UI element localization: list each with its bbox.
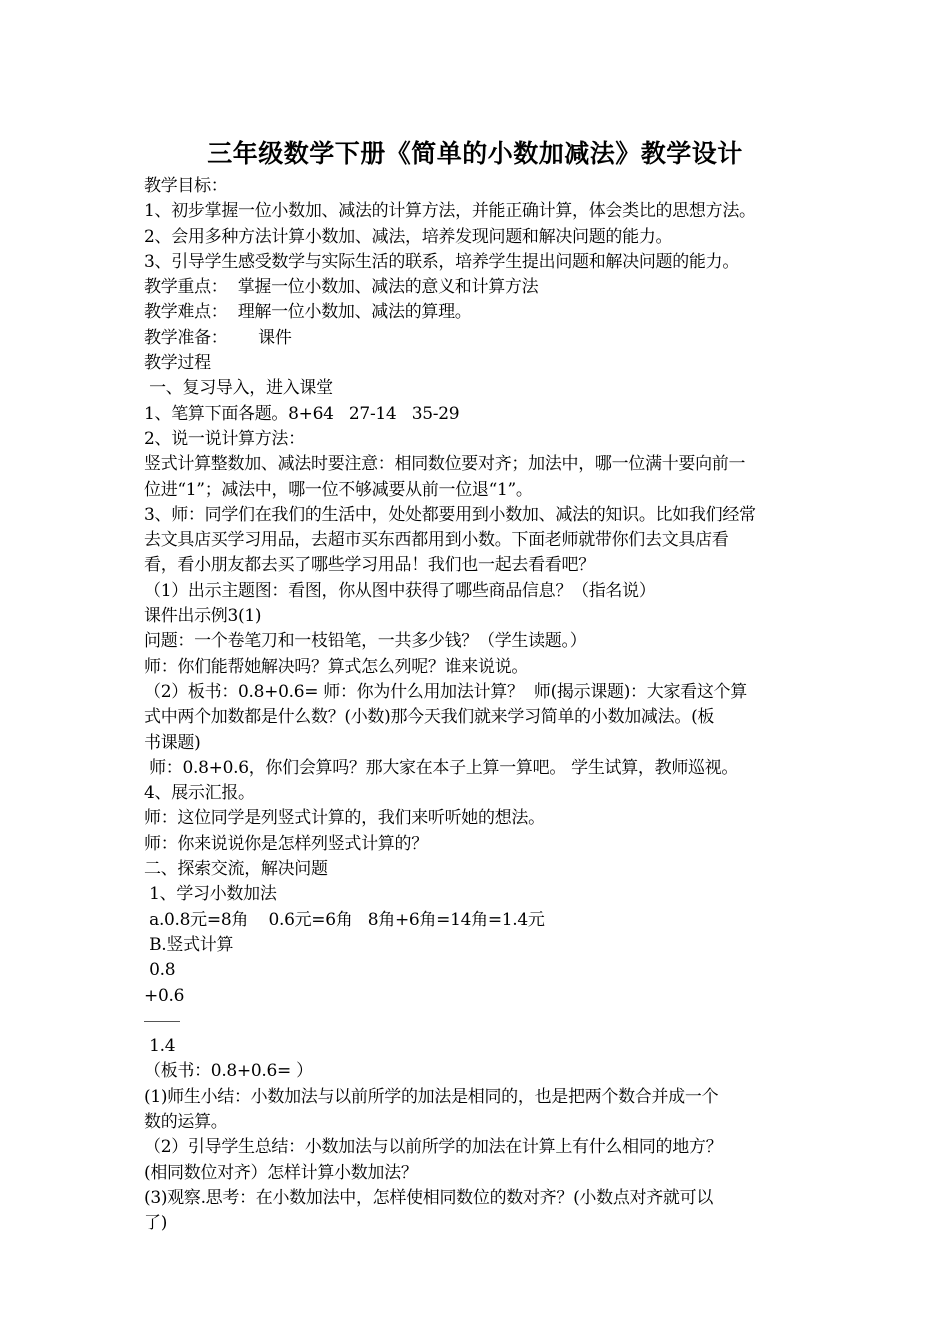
text-line: 二、探索交流，解决问题 xyxy=(144,859,328,880)
text-line: 问题：一个卷笔刀和一枝铅笔，一共多少钱？（学生读题。） xyxy=(144,631,587,652)
text-line: (3)观察.思考：在小数加法中，怎样使相同数位的数对齐？(小数点对齐就可以 xyxy=(144,1187,714,1208)
document-title: 三年级数学下册《简单的小数加减法》教学设计 xyxy=(207,139,743,168)
text-line: 3、引导学生感受数学与实际生活的联系，培养学生提出问题和解决问题的能力。 xyxy=(144,251,740,272)
text-line: a.0.8元=8角 0.6元=6角 8角+6角=14角=1.4元 xyxy=(144,909,545,930)
text-line: 式中两个加数都是什么数？(小数)那今天我们就来学习简单的小数加减法。(板 xyxy=(144,707,715,728)
text-line: B.竖式计算 xyxy=(144,934,234,955)
text-line: 看，看小朋友都去买了哪些学习用品！我们也一起去看看吧？ xyxy=(144,555,595,576)
text-line: 1、学习小数加法 xyxy=(144,884,277,905)
text-line: 1.4 xyxy=(144,1036,176,1057)
body-lines-before-rule xyxy=(144,174,812,1009)
text-line: 位进“1”；减法中，哪一位不够减要从前一位退“1”。 xyxy=(144,479,533,500)
text-line: 教学目标： xyxy=(144,176,228,196)
text-line: 教学难点： 理解一位小数加、减法的算理。 xyxy=(144,302,472,323)
text-line: 师：你来说说你是怎样列竖式计算的？ xyxy=(144,833,428,854)
text-line: 课件出示例3(1) xyxy=(144,606,262,627)
text-line: 师：这位同学是列竖式计算的，我们来听听她的想法。 xyxy=(144,808,545,829)
text-line: 4、展示汇报。 xyxy=(144,783,255,804)
text-line: 竖式计算整数加、减法时要注意：相同数位要对齐；加法中，哪一位满十要向前一 xyxy=(144,454,746,475)
text-line: （1）出示主题图：看图，你从图中获得了哪些商品信息？（指名说） xyxy=(144,580,656,601)
text-line: 数的运算。 xyxy=(144,1111,228,1132)
text-line: (相同数位对齐）怎样计算小数加法？ xyxy=(144,1162,418,1183)
addition-bar xyxy=(144,1021,180,1022)
text-line: 教学重点： 掌握一位小数加、减法的意义和计算方法 xyxy=(144,277,539,298)
text-line: 3、师：同学们在我们的生活中，处处都要用到小数加、减法的知识。比如我们经常 xyxy=(144,504,756,525)
text-line: 1、初步掌握一位小数加、减法的计算方法，并能正确计算，体会类比的思想方法。 xyxy=(144,201,756,222)
vertical-addition-rule xyxy=(144,1009,812,1034)
text-line: （板书：0.8+0.6= ） xyxy=(144,1061,313,1082)
text-line: 去文具店买学习用品，去超市买东西都用到小数。下面老师就带你们去文具店看 xyxy=(144,530,729,551)
text-line: 教学过程 xyxy=(144,353,211,374)
text-line: (1)师生小结：小数加法与以前所学的加法是相同的，也是把两个数合并成一个 xyxy=(144,1086,719,1107)
text-line: 师：你们能帮她解决吗？算式怎么列呢？谁来说说。 xyxy=(144,656,529,677)
text-line: 师：0.8+0.6，你们会算吗？那大家在本子上算一算吧。 学生试算，教师巡视。 xyxy=(144,757,739,778)
text-line: 了) xyxy=(144,1213,168,1234)
text-line: 教学准备： 课件 xyxy=(144,327,292,348)
text-line: +0.6 xyxy=(144,985,185,1006)
text-line: 0.8 xyxy=(144,960,176,981)
text-line: 书课题) xyxy=(144,732,201,753)
text-line: 2、说一说计算方法： xyxy=(144,428,305,449)
text-line: 2、会用多种方法计算小数加、减法，培养发现问题和解决问题的能力。 xyxy=(144,226,673,247)
text-line: 1、笔算下面各题。8+64 27-14 35-29 xyxy=(144,403,460,424)
body-lines-after-rule xyxy=(144,1034,812,1236)
text-line: 一、复习导入，进入课堂 xyxy=(144,378,333,399)
text-line: （2）板书：0.8+0.6= 师：你为什么用加法计算？ 师(揭示课题)：大家看这个算 xyxy=(144,681,747,702)
text-line: （2）引导学生总结：小数加法与以前所学的加法在计算上有什么相同的地方？ xyxy=(144,1137,723,1158)
document-body xyxy=(144,174,812,1236)
